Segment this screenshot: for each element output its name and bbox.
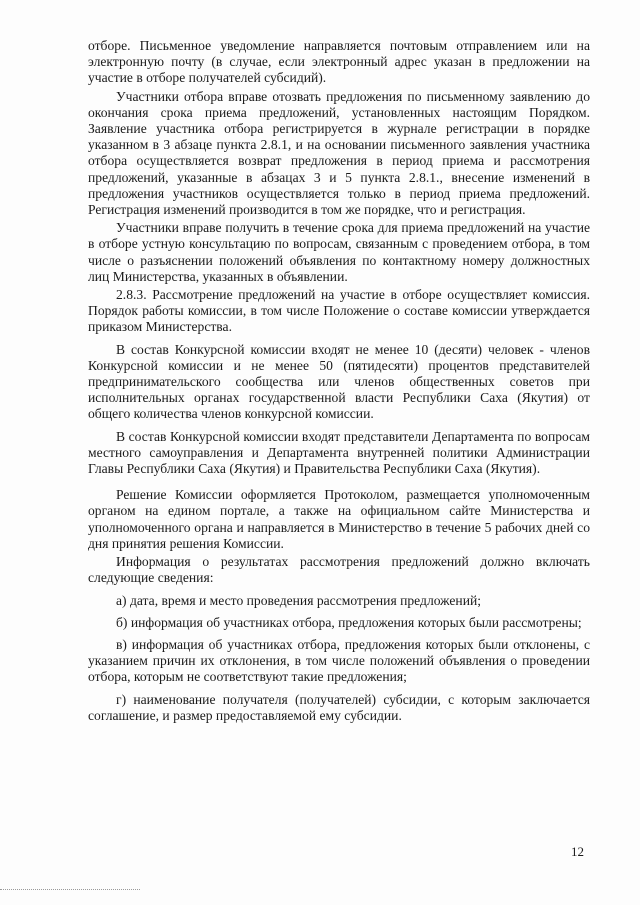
- paragraph-commission-departments: В состав Конкурсной комиссии входят представители Департамента по вопросам местного самоуправления и Департамента внутренней политики Администрации Главы Республики Саха (Якутия) и Правительства Республики Саха (Якутия).: [88, 428, 590, 477]
- paragraph-withdrawal: Участники отбора вправе отозвать предложения по письменному заявлению до окончания срока приема предложений, установленных настоящим Порядком. Заявление участника отбора регистрируется в журнале регистрации в порядке указанном в 3 абзаце пункта 2.8.1, и на основании письменного заявления участника отбора осуществляется возврат предложения в период приема и рассмотрения предложений, указанные в абзацах 3 и 5 пункта 2.8.1., внесение изменений в предложения участников осуществляется только в период приема предложений. Регистрация изменений производится в том же порядке, что и регистрация.: [88, 88, 590, 218]
- page-number: 12: [571, 844, 584, 859]
- document-body: [88, 38, 590, 726]
- list-item-v: в) информация об участниках отбора, предложения которых были отклонены, с указанием причин их отклонения, в том числе положений объявления о проведении отбора, которым не соответствуют такие предложения;: [88, 636, 590, 685]
- list-item-g: г) наименование получателя (получателей) субсидии, с которым заключается соглашение, и размер предоставляемой ему субсидии.: [88, 691, 590, 723]
- scan-edge-line: [0, 889, 140, 890]
- list-item-b: б) информация об участниках отбора, предложения которых были рассмотрены;: [116, 614, 582, 630]
- paragraph-results-info: Информация о результатах рассмотрения предложений должно включать следующие сведения:: [88, 554, 590, 586]
- paragraph-continuation: отборе. Письменное уведомление направляется почтовым отправлением или на электронную почту (в случае, если электронный адрес указан в предложении на участие в отборе получателей субсидий).: [88, 38, 590, 86]
- paragraph-2-8-3: 2.8.3. Рассмотрение предложений на участие в отборе осуществляет комиссия. Порядок работы комиссии, в том числе Положение о составе комиссии утверждается приказом Министерства.: [88, 287, 590, 335]
- paragraph-commission-members: В состав Конкурсной комиссии входят не менее 10 (десяти) человек - членов Конкурсной комиссии и не менее 50 (пятидесяти) процентов представителей предпринимательского сообщества или членов общественных советов при исполнительных органах государственной власти Республики Саха (Якутия) от общего количества членов конкурсной комиссии.: [88, 341, 590, 422]
- paragraph-consultation: Участники вправе получить в течение срока для приема предложений на участие в отборе устную консультацию по вопросам, связанным с проведением отбора, в том числе о разъяснении положений объявления по контактному номеру должностных лиц Министерства, указанных в объявлении.: [88, 220, 590, 284]
- list-item-a: а) дата, время и место проведения рассмотрения предложений;: [116, 592, 482, 608]
- paragraph-commission-decision: Решение Комиссии оформляется Протоколом, размещается уполномоченным органом на едином портале, а также на официальном сайте Министерства и уполномоченного органа и направляется в Министерство в течение 5 рабочих дней со дня принятия решения Комиссии.: [88, 487, 590, 551]
